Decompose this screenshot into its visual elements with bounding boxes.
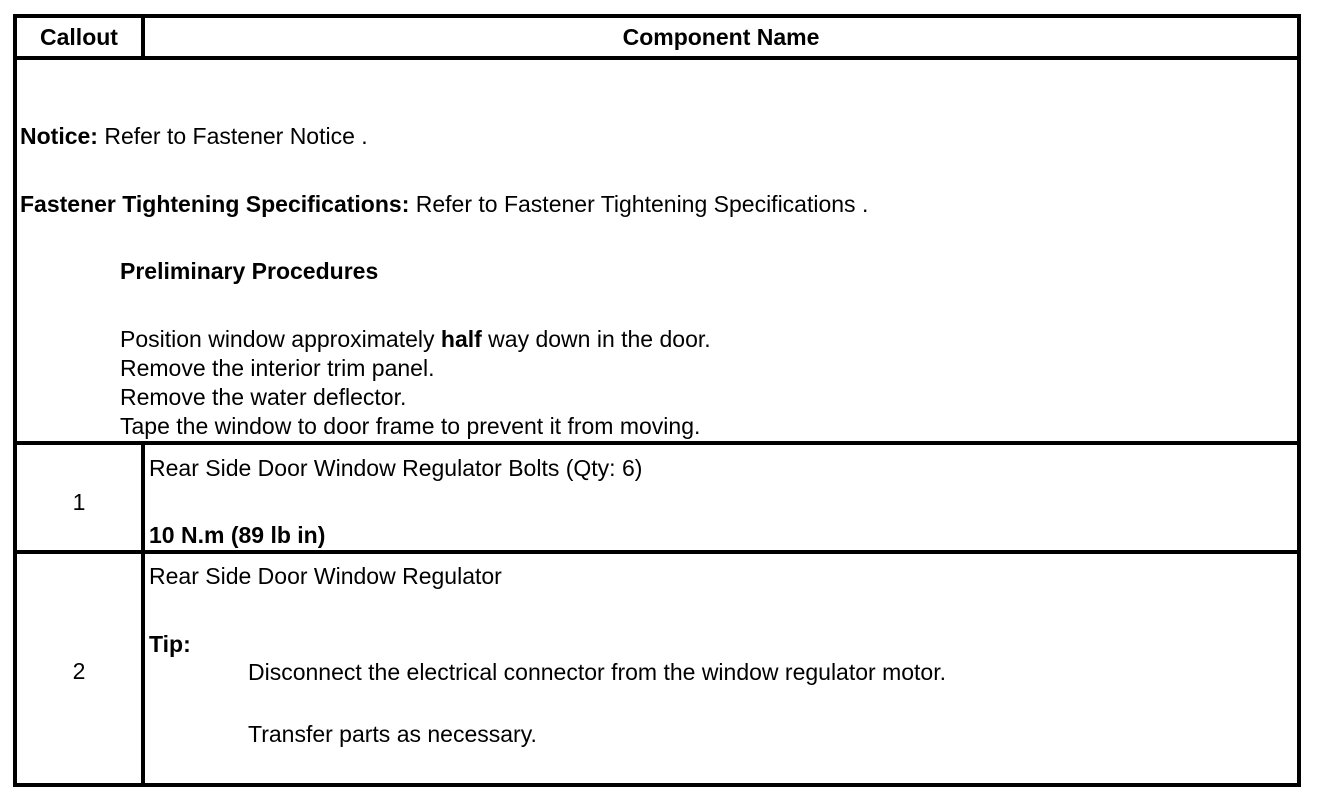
spec-line bbox=[20, 190, 868, 218]
row1-torque: 10 N.m (89 lb in) bbox=[149, 522, 326, 548]
header-divider bbox=[17, 56, 1297, 60]
row1-divider bbox=[17, 550, 1297, 554]
step-item: Position window approximately half way down in the door. bbox=[120, 326, 711, 352]
row2-tip-item: Transfer parts as necessary. bbox=[248, 721, 537, 747]
intro-divider bbox=[17, 441, 1297, 445]
row2-tip-label: Tip: bbox=[149, 631, 191, 657]
notice-line bbox=[20, 122, 368, 150]
step-item: Tape the window to door frame to prevent it from moving. bbox=[120, 413, 701, 439]
step-item: Remove the water deflector. bbox=[120, 384, 407, 410]
prelim-title: Preliminary Procedures bbox=[120, 258, 379, 284]
row1-component-name: Rear Side Door Window Regulator Bolts (Qty: 6) bbox=[149, 455, 643, 481]
header-component-name: Component Name bbox=[622, 24, 820, 50]
spec-label: Fastener Tightening Specifications: bbox=[20, 191, 410, 217]
component-table bbox=[13, 14, 1301, 787]
notice-label: Notice: bbox=[20, 123, 98, 149]
header-callout: Callout bbox=[40, 24, 118, 50]
row2-callout: 2 bbox=[72, 658, 86, 684]
row2-component-name: Rear Side Door Window Regulator bbox=[149, 563, 502, 589]
step-item: Remove the interior trim panel. bbox=[120, 355, 435, 381]
spec-text: Refer to Fastener Tightening Specifications . bbox=[409, 191, 869, 217]
notice-text: Refer to Fastener Notice . bbox=[97, 123, 368, 149]
row1-callout: 1 bbox=[72, 489, 86, 515]
rows-column-divider bbox=[141, 441, 145, 783]
row2-tip-item: Disconnect the electrical connector from the window regulator motor. bbox=[248, 659, 946, 685]
